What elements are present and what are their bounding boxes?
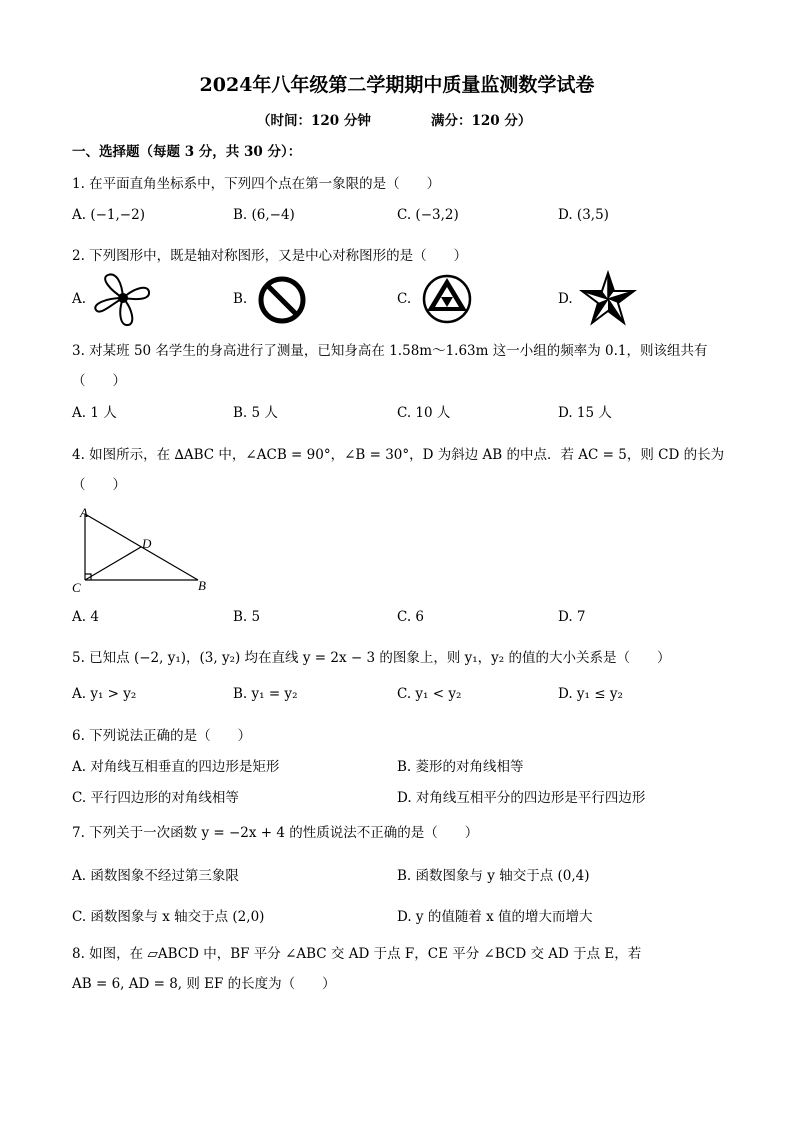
q5-option-b[interactable]: B. y₁ = y₂ [233, 686, 298, 702]
question-8-stem: 8. 如图，在 ▱ABCD 中，BF 平分 ∠ABC 交 AD 于点 F，CE 平分 ∠BCD 交 AD 于点 E，若 [72, 946, 642, 962]
question-3-stem: 3. 对某班 50 名学生的身高进行了测量，已知身高在 1.58m～1.63m 这一小组的频率为 0.1，则该组共有 [72, 343, 708, 359]
q6-option-c[interactable]: C. 平行四边形的对角线相等 [72, 790, 239, 806]
right-triangle-figure [70, 502, 220, 596]
q4-option-a[interactable]: A. 4 [72, 609, 99, 625]
q7-option-d[interactable]: D. y 的值随着 x 值的增大而增大 [397, 909, 593, 925]
q2-option-c[interactable]: C. [397, 291, 412, 307]
vertex-c-label: C [72, 580, 81, 595]
vertex-b-label: B [198, 578, 206, 593]
q3-option-d[interactable]: D. 15 人 [558, 405, 612, 421]
star-figure [579, 270, 637, 328]
section-heading: 一、选择题（每题 3 分，共 30 分）： [72, 144, 302, 160]
q2-option-b[interactable]: B. [233, 291, 248, 307]
q2-option-a[interactable]: A. [72, 291, 87, 307]
q1-option-c[interactable]: C. (−3,2) [397, 207, 459, 223]
q6-option-d[interactable]: D. 对角线互相平分的四边形是平行四边形 [397, 790, 646, 806]
question-5-stem: 5. 已知点 (−2, y₁)，(3, y₂) 均在直线 y = 2x − 3 的图象上，则 y₁，y₂ 的值的大小关系是（ ） [72, 650, 671, 666]
question-7-stem: 7. 下列关于一次函数 y = −2x + 4 的性质说法不正确的是（ ） [72, 825, 479, 841]
q1-option-a[interactable]: A. (−1,−2) [72, 207, 145, 223]
q3-option-c[interactable]: C. 10 人 [397, 405, 451, 421]
q4-option-d[interactable]: D. 7 [558, 609, 586, 625]
q2-option-d[interactable]: D. [558, 291, 573, 307]
q4-option-b[interactable]: B. 5 [233, 609, 261, 625]
q6-option-b[interactable]: B. 菱形的对角线相等 [397, 759, 524, 775]
q1-option-d[interactable]: D. (3,5) [558, 207, 609, 223]
question-1-stem: 1. 在平面直角坐标系中，下列四个点在第一象限的是（ ） [72, 176, 441, 192]
q7-option-b[interactable]: B. 函数图象与 y 轴交于点 (0,4) [397, 868, 590, 884]
no-sign-figure [256, 274, 308, 326]
vertex-d-label: D [142, 536, 152, 551]
vertex-a-label: A [80, 505, 88, 520]
q1-option-b[interactable]: B. (6,−4) [233, 207, 295, 223]
time-label: （时间：120 分钟 [257, 113, 371, 129]
q5-option-a[interactable]: A. y₁ > y₂ [72, 686, 137, 702]
q6-option-a[interactable]: A. 对角线互相垂直的四边形是矩形 [72, 759, 280, 775]
question-8-stem-cont: AB = 6, AD = 8, 则 EF 的长度为（ ） [72, 976, 336, 992]
fan-figure [92, 272, 154, 328]
q7-option-c[interactable]: C. 函数图象与 x 轴交于点 (2,0) [72, 909, 265, 925]
q3-option-a[interactable]: A. 1 人 [72, 405, 117, 421]
q7-option-a[interactable]: A. 函数图象不经过第三象限 [72, 868, 239, 884]
question-4-stem: 4. 如图所示，在 ∆ABC 中，∠ACB = 90°，∠B = 30°，D 为斜边 AB 的中点．若 AC = 5，则 CD 的长为 [72, 447, 725, 463]
q3-option-b[interactable]: B. 5 人 [233, 405, 278, 421]
q5-option-c[interactable]: C. y₁ < y₂ [397, 686, 462, 702]
score-label: 满分：120 分） [431, 113, 532, 129]
question-4-stem-cont: （ ） [72, 477, 126, 493]
triangle-in-circle-figure [420, 272, 474, 326]
q5-option-d[interactable]: D. y₁ ≤ y₂ [558, 686, 623, 702]
page-title: 2024年八年级第二学期期中质量监测数学试卷 [199, 74, 595, 96]
question-3-stem-cont: （ ） [72, 373, 126, 389]
question-2-stem: 2. 下列图形中，既是轴对称图形，又是中心对称图形的是（ ） [72, 248, 468, 264]
q4-option-c[interactable]: C. 6 [397, 609, 425, 625]
question-6-stem: 6. 下列说法正确的是（ ） [72, 728, 252, 744]
